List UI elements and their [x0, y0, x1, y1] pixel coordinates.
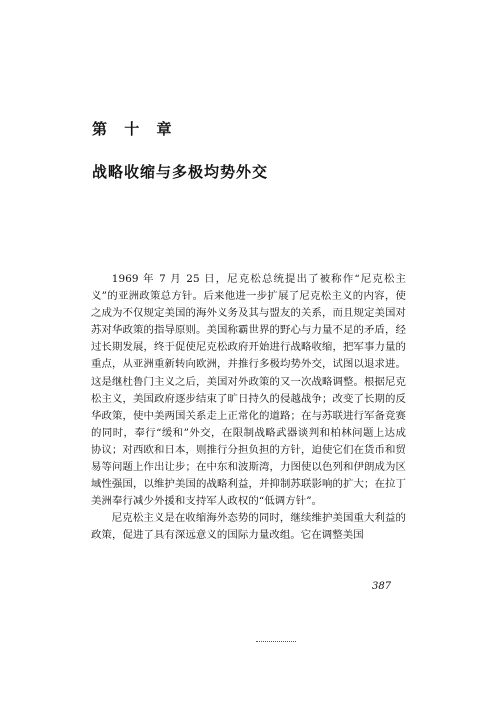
scan-artifact	[256, 641, 296, 643]
chapter-title: 战略收缩与多极均势外交	[92, 163, 269, 181]
paragraph-2: 尼克松主义是在收缩海外态势的同时，继续维护美国重大利益的政策，促进了具有深远意义的国际力量改组。它在调整美国	[91, 512, 406, 542]
chapter-number: 第 十 章	[92, 120, 178, 138]
paragraph-1: 1969 年 7 月 25 日，尼克松总统提出了被称作“尼克松主义”的亚洲政策总方针。后来他进一步扩展了尼克松主义的内容，使之成为不仅规定美国的海外义务及其与盟友的关系，而且规定美国对苏对华政策的指导原则。美国称霸世界的野心与力量不足的矛盾，经过长期发展，终于促使尼克松政府开始进行战略收缩，把军事力量的重点，从亚洲重新转向欧洲，并推行多极均势外交，试图以退求进。这是继杜鲁门主义之后，美国对外政策的又一次战略调整。根据尼克松主义，美国政府逐步结束了旷日持久的侵越战争；改变了长期的反华政策，使中美两国关系走上正常化的道路；在与苏联进行军备竞赛的同时，奉行“缓和”外交，在限制战略武器谈判和柏林问题上达成协议；对西欧和日本，则推行分担负担的方针，迫使它们在货币和贸易等问题上作出让步；在中东和波斯湾，力图使以色列和伊朗成为区域性强国，以维护美国的战略利益，并抑制苏联影响的扩大；在拉丁美洲奉行减少外援和支持军人政权的“低调方针”。	[91, 273, 406, 508]
page-number: 387	[372, 581, 392, 592]
body-text	[91, 271, 406, 545]
